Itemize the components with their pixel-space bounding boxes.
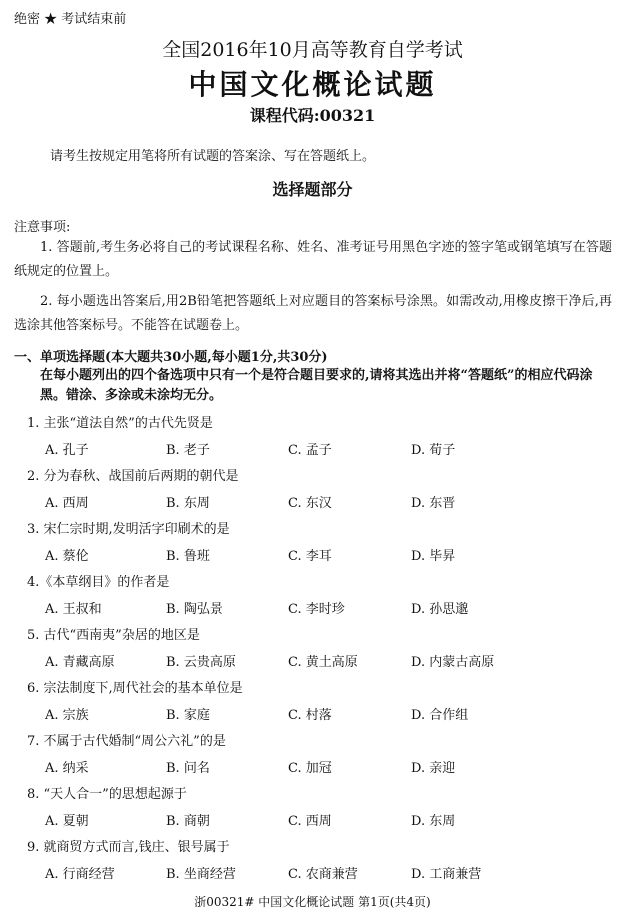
option-a: A. 蔡伦 xyxy=(45,549,89,564)
note-item: 1. 答题前,考生务必将自己的考试课程名称、姓名、准考证号用黑色字迹的签字笔或钢笔填写在答题纸规定的位置上。 xyxy=(14,240,612,279)
option-b: B. 云贵高原 xyxy=(166,655,236,670)
option-b: B. 问名 xyxy=(166,761,210,776)
part-heading: 一、单项选择题(本大题共30小题,每小题1分,共30分) xyxy=(14,350,328,365)
option-c: C. 西周 xyxy=(288,814,332,829)
option-b: B. 鲁班 xyxy=(166,549,210,564)
option-c: C. 孟子 xyxy=(288,443,332,458)
part-description: 在每小题列出的四个备选项中只有一个是符合题目要求的,请将其选出并将“答题纸”的相应代码涂黑。错涂、多涂或未涂均无分。 xyxy=(40,368,593,403)
option-b: B. 商朝 xyxy=(166,814,210,829)
option-a: A. 孔子 xyxy=(45,443,89,458)
option-d: D. 孙思邈 xyxy=(411,602,469,617)
option-c: C. 农商兼营 xyxy=(288,867,358,882)
option-d: D. 工商兼营 xyxy=(411,867,482,882)
option-d: D. 毕昇 xyxy=(411,549,456,564)
option-d: D. 东周 xyxy=(411,814,456,829)
course-code: 课程代码:00321 xyxy=(249,106,376,125)
option-d: D. 东晋 xyxy=(411,496,456,511)
notes-heading: 注意事项: xyxy=(14,220,71,235)
option-b: B. 老子 xyxy=(166,443,210,458)
question-stem: 7. 不属于古代婚制“周公六礼”的是 xyxy=(27,734,226,749)
option-b: B. 陶弘景 xyxy=(166,602,223,617)
note-item: 2. 每小题选出答案后,用2B铅笔把答题纸上对应题目的答案标号涂黑。如需改动,用橡皮擦干净后,再选涂其他答案标号。不能答在试题卷上。 xyxy=(14,294,612,333)
question-stem: 3. 宋仁宗时期,发明活字印刷术的是 xyxy=(27,522,230,537)
option-a: A. 夏朝 xyxy=(45,814,89,829)
option-a: A. 青藏高原 xyxy=(45,655,115,670)
exam-title: 全国2016年10月高等教育自学考试 xyxy=(162,39,463,61)
question-stem: 1. 主张“道法自然”的古代先贤是 xyxy=(27,416,213,431)
page-footer: 浙00321# 中国文化概论试题 第1页(共4页) xyxy=(194,895,431,909)
section-title: 选择题部分 xyxy=(272,180,353,199)
option-c: C. 黄土高原 xyxy=(288,655,358,670)
option-d: D. 合作组 xyxy=(411,708,469,723)
question-stem: 5. 古代“西南夷”杂居的地区是 xyxy=(27,628,200,643)
option-c: C. 李时珍 xyxy=(288,602,345,617)
option-b: B. 家庭 xyxy=(166,708,210,723)
confidential-label: 绝密 ★ 考试结束前 xyxy=(14,12,127,27)
option-a: A. 西周 xyxy=(45,496,89,511)
question-stem: 2. 分为春秋、战国前后两期的朝代是 xyxy=(27,469,239,484)
option-d: D. 亲迎 xyxy=(411,761,456,776)
question-stem: 8. “天人合一”的思想起源于 xyxy=(27,787,187,802)
question-stem: 4.《本草纲目》的作者是 xyxy=(27,575,170,590)
option-a: A. 宗族 xyxy=(45,708,89,723)
option-c: C. 李耳 xyxy=(288,549,332,564)
question-stem: 9. 就商贸方式而言,钱庄、银号属于 xyxy=(27,840,230,855)
option-d: D. 内蒙古高原 xyxy=(411,655,495,670)
option-c: C. 村落 xyxy=(288,708,332,723)
option-a: A. 王叔和 xyxy=(45,602,102,617)
question-stem: 6. 宗法制度下,周代社会的基本单位是 xyxy=(27,681,243,696)
option-c: C. 加冠 xyxy=(288,761,332,776)
general-instruction: 请考生按规定用笔将所有试题的答案涂、写在答题纸上。 xyxy=(50,149,376,164)
option-d: D. 荀子 xyxy=(411,443,456,458)
option-c: C. 东汉 xyxy=(288,496,332,511)
paper-title: 中国文化概论试题 xyxy=(188,68,437,101)
option-b: B. 坐商经营 xyxy=(166,867,236,882)
option-a: A. 纳采 xyxy=(45,761,89,776)
option-b: B. 东周 xyxy=(166,496,210,511)
option-a: A. 行商经营 xyxy=(45,867,115,882)
